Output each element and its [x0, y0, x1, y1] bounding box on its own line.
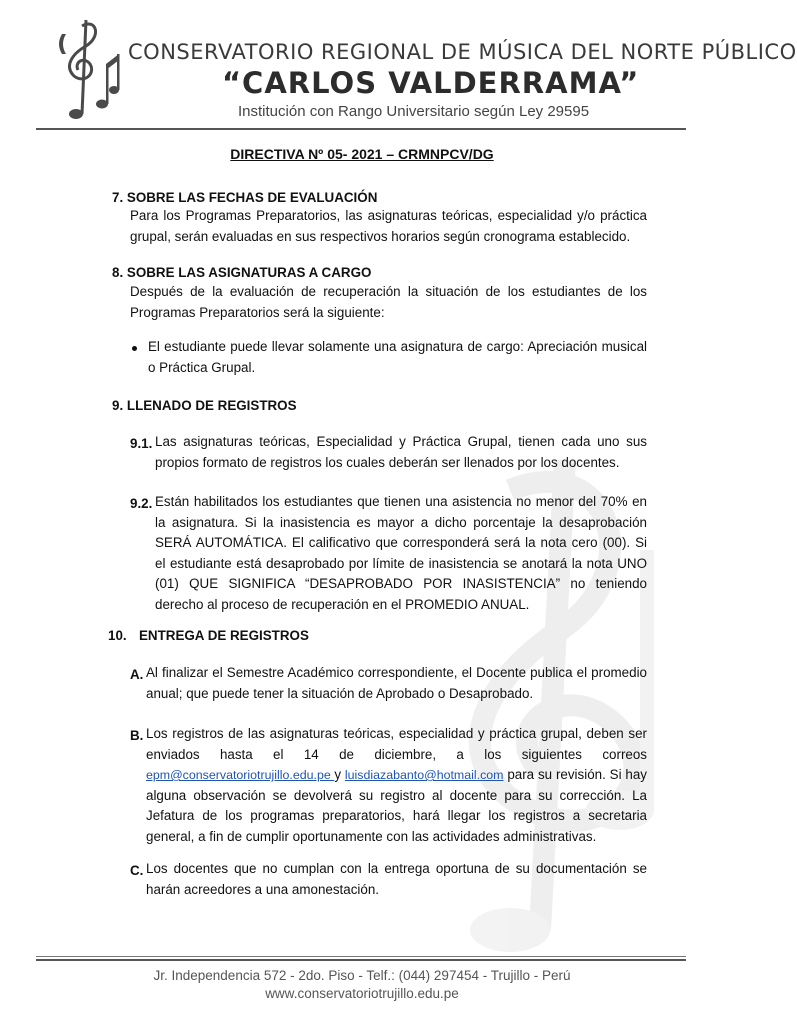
item-b-text-after: para su revisión. Si hay alguna observación se devolverá su registro al docente para su corrección. La Jefatura de los programas preparatorios, hará llegar los registros a secretaria general, a fin de cumplir oportunamente con las actividades administrativas.	[146, 767, 648, 844]
section-8-text: Después de la evaluación de recuperación la situación de los estudiantes de los Programas Preparatorios será la siguiente:	[130, 284, 647, 320]
item-a-text: Al finalizar el Semestre Académico correspondiente, el Docente publica el promedio anual; que puede tener la situación de Aprobado o Desaprobado.	[146, 665, 647, 701]
section-7-heading: 7. SOBRE LAS FECHAS DE EVALUACIÓN	[112, 190, 378, 205]
header-divider	[36, 128, 686, 130]
item-b-text-before: Los registros de las asignaturas teóricas, especialidad y práctica grupal, deben ser enviados hasta el 14 de diciembre, a los siguientes correos	[146, 726, 647, 762]
item-letter: C.	[130, 863, 144, 878]
item-letter: B.	[130, 728, 144, 743]
music-notes-logo-icon	[52, 14, 122, 124]
section-8-bullet: El estudiante puede llevar solamente una asignatura de cargo: Apreciación musical o Práctica Grupal.	[148, 339, 647, 375]
footer-address: Jr. Independencia 572 - 2do. Piso - Telf.: (044) 297454 - Trujillo - Perú	[153, 968, 571, 983]
item-number: 9.2.	[130, 496, 153, 511]
section-10-number: 10.	[108, 628, 127, 643]
section-9-heading: 9. LLENADO DE REGISTROS	[112, 398, 297, 413]
directive-title: DIRECTIVA Nº 05- 2021 – CRMNPCV/DG	[230, 146, 494, 162]
institution-title: “CARLOS VALDERRAMA”	[222, 66, 640, 100]
item-9-2-text: Están habilitados los estudiantes que tienen una asistencia no menor del 70% en la asignatura. Si la inasistencia es mayor a dicho porcentaje la desaprobación SERÁ AUTOMÁTICA. El calificativo que corresponderá será la nota cero (00). Si el estudiante está desaprobado por límite de inasistencia se anotará la nota UNO (01) QUE SIGNIFICA “DESAPROBADO POR INASISTENCIA” no teniendo derecho al proceso de recuperación en el PROMEDIO ANUAL.	[155, 494, 647, 612]
footer-divider	[36, 956, 686, 957]
section-10-heading: ENTREGA DE REGISTROS	[139, 628, 309, 643]
item-b-text	[146, 724, 647, 847]
institution-subtitle: Institución con Rango Universitario según Ley 29595	[238, 103, 590, 120]
email-link-epm[interactable]: epm@conservatoriotrujillo.edu.pe	[146, 768, 335, 782]
item-letter: A.	[130, 667, 144, 682]
item-c-text: Los docentes que no cumplan con la entrega oportuna de su documentación se harán acreedores a una amonestación.	[146, 861, 647, 897]
email-link-luisdiazabanto[interactable]: luisdiazabanto@hotmail.com	[344, 768, 504, 782]
item-b-text-mid: y	[334, 767, 345, 782]
footer-website: www.conservatoriotrujillo.edu.pe	[265, 986, 459, 1001]
bullet-dot-icon	[132, 346, 137, 351]
footer-divider	[36, 959, 686, 961]
section-8-heading: 8. SOBRE LAS ASIGNATURAS A CARGO	[112, 265, 372, 280]
institution-name: CONSERVATORIO REGIONAL DE MÚSICA DEL NORTE PÚBLICO	[128, 40, 797, 64]
item-9-1-text: Las asignaturas teóricas, Especialidad y Práctica Grupal, tienen cada uno sus propios formato de registros los cuales deberán ser llenados por los docentes.	[155, 434, 647, 470]
item-number: 9.1.	[130, 436, 153, 451]
section-7-text: Para los Programas Preparatorios, las asignaturas teóricas, especialidad y/o práctica grupal, serán evaluadas en sus respectivos horarios según cronograma establecido.	[130, 208, 647, 244]
